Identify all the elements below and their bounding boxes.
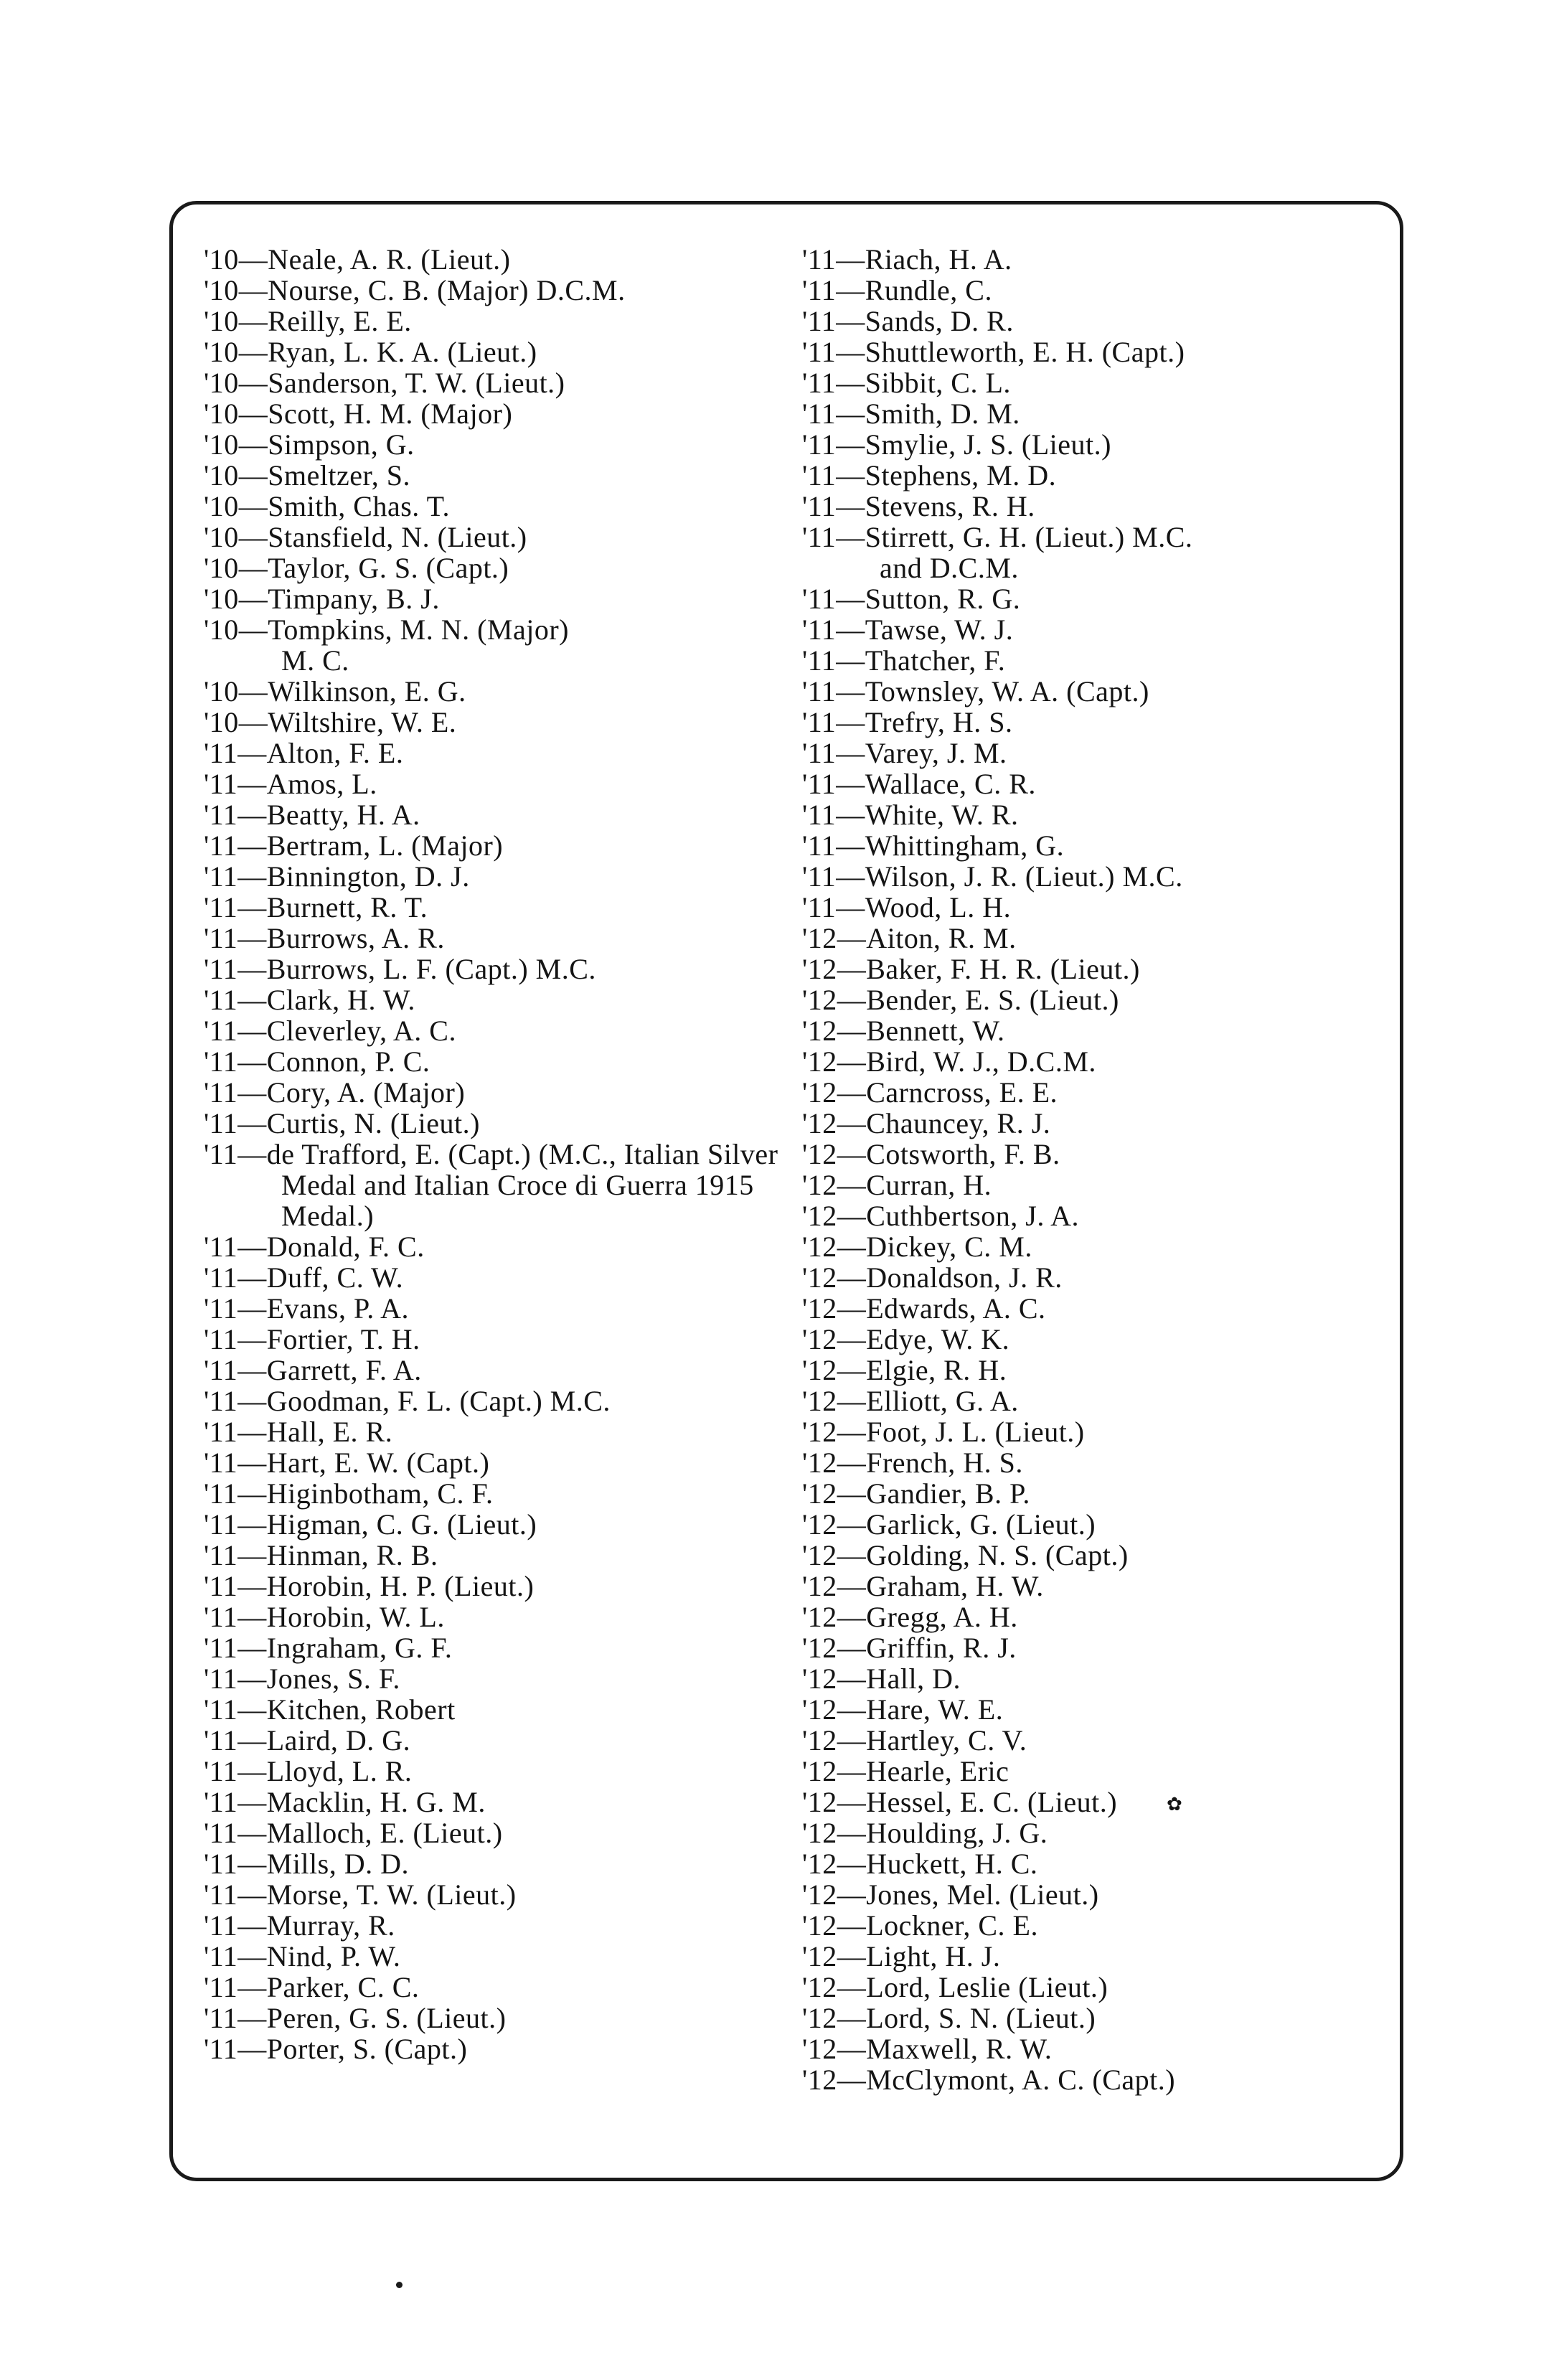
list-item: '10—Scott, H. M. (Major)	[204, 398, 513, 430]
list-item: '11—Sibbit, C. L.	[802, 367, 1011, 399]
list-item: '11—Stirrett, G. H. (Lieut.) M.C.	[802, 521, 1193, 553]
list-item: '10—Wiltshire, W. E.	[204, 706, 457, 738]
list-item: '11—Cleverley, A. C.	[204, 1015, 456, 1047]
list-item: '11—Wilson, J. R. (Lieut.) M.C.	[802, 860, 1183, 893]
list-item: '10—Ryan, L. K. A. (Lieut.)	[204, 336, 537, 368]
list-item: '10—Smeltzer, S.	[204, 459, 411, 491]
list-item: '11—Alton, F. E.	[204, 737, 404, 769]
left-column	[204, 244, 792, 2064]
list-item: '11—Burnett, R. T.	[204, 891, 428, 923]
list-item: '12—Lockner, C. E.	[802, 1909, 1038, 1942]
list-item: '12—Light, H. J.	[802, 1940, 1001, 1972]
list-item: '11—Cory, A. (Major)	[204, 1076, 466, 1109]
list-item: '11—Macklin, H. G. M.	[204, 1786, 486, 1818]
list-item: '12—Golding, N. S. (Capt.)	[802, 1539, 1129, 1571]
list-item: '11—Stevens, R. H.	[802, 490, 1035, 522]
list-item: '11—Lloyd, L. R.	[204, 1755, 413, 1787]
list-item: '11—Wood, L. H.	[802, 891, 1012, 923]
list-item: '12—Edye, W. K.	[802, 1323, 1010, 1355]
list-item: '11—Wallace, C. R.	[802, 768, 1036, 800]
ink-mark-icon: ✿	[1167, 1794, 1182, 1815]
list-item: '10—Timpany, B. J.	[204, 583, 440, 615]
list-item: '12—Gandier, B. P.	[802, 1477, 1030, 1510]
list-item: '11—Evans, P. A.	[204, 1292, 409, 1325]
list-item: '12—Donaldson, J. R.	[802, 1261, 1063, 1294]
list-item: '12—Chauncey, R. J.	[802, 1107, 1051, 1139]
list-item: '12—Griffin, R. J.	[802, 1632, 1017, 1664]
list-item: '10—Stansfield, N. (Lieut.)	[204, 521, 527, 553]
list-item: '11—Kitchen, Robert	[204, 1693, 456, 1726]
list-item: '12—Hare, W. E.	[802, 1693, 1004, 1726]
list-item: '11—Garrett, F. A.	[204, 1354, 422, 1386]
list-item: '11—Curtis, N. (Lieut.)	[204, 1107, 480, 1139]
list-item-continuation: M. C.	[281, 644, 349, 677]
list-item: '12—Curran, H.	[802, 1169, 992, 1201]
list-item: '12—Bender, E. S. (Lieut.)	[802, 984, 1119, 1016]
list-item: '11—Higinbotham, C. F.	[204, 1477, 494, 1510]
list-item: '11—Hart, E. W. (Capt.)	[204, 1447, 490, 1479]
list-item: '12—Hessel, E. C. (Lieut.)	[802, 1786, 1118, 1818]
list-item: '12—Jones, Mel. (Lieut.)	[802, 1878, 1099, 1911]
list-item: '11—Clark, H. W.	[204, 984, 415, 1016]
list-item: '11—Tawse, W. J.	[802, 613, 1014, 646]
list-item: '11—Shuttleworth, E. H. (Capt.)	[802, 336, 1185, 368]
list-item: '10—Sanderson, T. W. (Lieut.)	[204, 367, 565, 399]
list-item: '10—Tompkins, M. N. (Major)	[204, 613, 569, 646]
list-item: '11—Stephens, M. D.	[802, 459, 1057, 491]
list-item: '11—Horobin, W. L.	[204, 1601, 445, 1633]
right-column	[802, 244, 1390, 2095]
list-item: '11—Thatcher, F.	[802, 644, 1006, 677]
list-item: '12—Graham, H. W.	[802, 1570, 1044, 1602]
list-item: '11—Mills, D. D.	[204, 1848, 409, 1880]
list-item: '12—Bird, W. J., D.C.M.	[802, 1045, 1096, 1078]
list-item: '11—Ingraham, G. F.	[204, 1632, 453, 1664]
list-item: '12—Hearle, Eric	[802, 1755, 1009, 1787]
list-item: '12—Maxwell, R. W.	[802, 2033, 1053, 2065]
list-item: '12—McClymont, A. C. (Capt.)	[802, 2064, 1176, 2096]
list-item: '11—Donald, F. C.	[204, 1231, 425, 1263]
list-item: '11—Goodman, F. L. (Capt.) M.C.	[204, 1385, 611, 1417]
list-item: '11—Fortier, T. H.	[204, 1323, 420, 1355]
list-item: '11—Jones, S. F.	[204, 1662, 400, 1695]
list-item: '11—Connon, P. C.	[204, 1045, 430, 1078]
list-item: '10—Neale, A. R. (Lieut.)	[204, 243, 511, 276]
list-item: '12—French, H. S.	[802, 1447, 1023, 1479]
list-item: '11—Smylie, J. S. (Lieut.)	[802, 428, 1111, 461]
list-item: '12—Huckett, H. C.	[802, 1848, 1038, 1880]
list-item: '11—Rundle, C.	[802, 274, 992, 306]
list-item: '11—Malloch, E. (Lieut.)	[204, 1817, 503, 1849]
list-item: '12—Garlick, G. (Lieut.)	[802, 1508, 1096, 1541]
list-item: '11—Porter, S. (Capt.)	[204, 2033, 468, 2065]
list-item: '10—Smith, Chas. T.	[204, 490, 451, 522]
list-item: '12—Gregg, A. H.	[802, 1601, 1018, 1633]
list-item: '10—Nourse, C. B. (Major) D.C.M.	[204, 274, 626, 306]
list-item: '11—Laird, D. G.	[204, 1724, 411, 1756]
list-item: '10—Wilkinson, E. G.	[204, 675, 466, 707]
list-item: '11—White, W. R.	[802, 799, 1019, 831]
list-item: '12—Lord, S. N. (Lieut.)	[802, 2002, 1096, 2034]
list-item: '11—Murray, R.	[204, 1909, 395, 1942]
list-item: '12—Edwards, A. C.	[802, 1292, 1046, 1325]
list-item: '11—Riach, H. A.	[802, 243, 1012, 276]
list-item: '11—Burrows, L. F. (Capt.) M.C.	[204, 953, 596, 985]
list-item: '11—Townsley, W. A. (Capt.)	[802, 675, 1149, 707]
list-item: '12—Dickey, C. M.	[802, 1231, 1032, 1263]
list-item: '11—Whittingham, G.	[802, 829, 1065, 862]
list-item: '12—Hall, D.	[802, 1662, 961, 1695]
list-item: '11—Varey, J. M.	[802, 737, 1007, 769]
list-item: '12—Cuthbertson, J. A.	[802, 1200, 1079, 1232]
list-item: '11—Amos, L.	[204, 768, 377, 800]
list-item: '12—Bennett, W.	[802, 1015, 1005, 1047]
list-item: '12—Elliott, G. A.	[802, 1385, 1019, 1417]
list-item: '11—Peren, G. S. (Lieut.)	[204, 2002, 507, 2034]
list-item: '11—Sands, D. R.	[802, 305, 1014, 337]
list-item: '11—Parker, C. C.	[204, 1971, 420, 2003]
list-item: '11—Burrows, A. R.	[204, 922, 445, 954]
list-item: '11—Binnington, D. J.	[204, 860, 470, 893]
list-item-continuation: and D.C.M.	[880, 552, 1019, 584]
list-item: '12—Lord, Leslie (Lieut.)	[802, 1971, 1108, 2003]
list-item: '11—Higman, C. G. (Lieut.)	[204, 1508, 537, 1541]
list-item: '12—Foot, J. L. (Lieut.)	[802, 1416, 1085, 1448]
list-item: '12—Hartley, C. V.	[802, 1724, 1027, 1756]
list-item: '12—Carncross, E. E.	[802, 1076, 1058, 1109]
list-item: '10—Reilly, E. E.	[204, 305, 412, 337]
list-item: '12—Houlding, J. G.	[802, 1817, 1048, 1849]
list-item: '11—Hinman, R. B.	[204, 1539, 438, 1571]
list-item: '11—Horobin, H. P. (Lieut.)	[204, 1570, 535, 1602]
list-item: '11—Bertram, L. (Major)	[204, 829, 504, 862]
list-item: '11—Beatty, H. A.	[204, 799, 420, 831]
list-item: '11—de Trafford, E. (Capt.) (M.C., Italian Silver Medal and Italian Croce di Guerra 1915 Medal.)	[204, 1138, 778, 1232]
list-item: '11—Trefry, H. S.	[802, 706, 1013, 738]
list-item: '10—Taylor, G. S. (Capt.)	[204, 552, 509, 584]
list-item: '11—Morse, T. W. (Lieut.)	[204, 1878, 517, 1911]
list-item: '11—Hall, E. R.	[204, 1416, 393, 1448]
list-item: '12—Aiton, R. M.	[802, 922, 1017, 954]
list-item: '11—Smith, D. M.	[802, 398, 1020, 430]
ink-dot-icon	[396, 2282, 403, 2288]
list-item: '12—Cotsworth, F. B.	[802, 1138, 1060, 1170]
list-item: '12—Elgie, R. H.	[802, 1354, 1007, 1386]
list-item: '11—Sutton, R. G.	[802, 583, 1021, 615]
list-item: '11—Duff, C. W.	[204, 1261, 404, 1294]
list-item: '12—Baker, F. H. R. (Lieut.)	[802, 953, 1140, 985]
list-item: '11—Nind, P. W.	[204, 1940, 401, 1972]
list-item: '10—Simpson, G.	[204, 428, 415, 461]
